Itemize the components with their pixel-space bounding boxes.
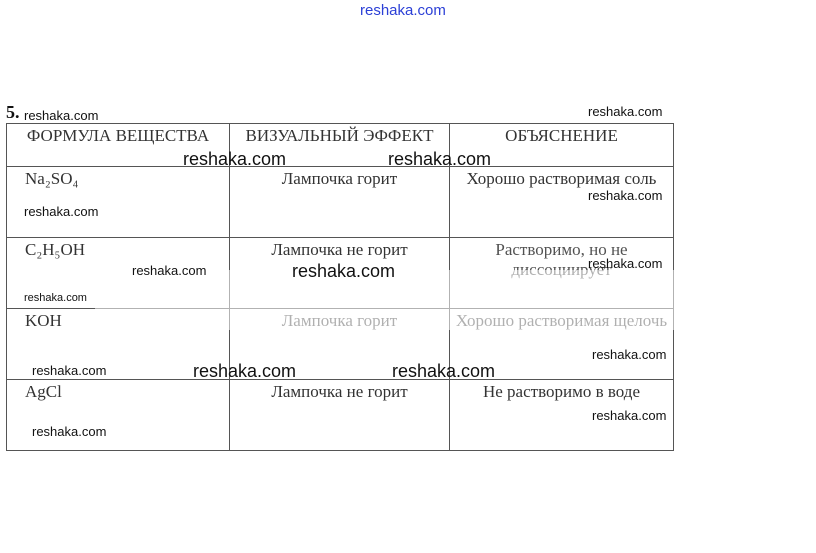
site-link[interactable]: reshaka.com — [360, 2, 446, 19]
watermark: reshaka.com — [388, 149, 492, 169]
formula-cell: Na₂SO₄ — [7, 167, 230, 238]
formula-cell: AgCl — [7, 380, 230, 451]
watermark: reshaka.com — [24, 292, 87, 304]
effect-cell: Лампочка не горит — [230, 238, 450, 309]
watermark: reshaka.com — [24, 204, 99, 219]
watermark: reshaka.com — [592, 408, 667, 423]
watermark: reshaka.com — [132, 263, 207, 278]
task-number: 5. — [6, 102, 20, 122]
watermark: reshaka.com — [588, 104, 663, 119]
watermark: reshaka.com — [588, 188, 663, 203]
table-row — [7, 167, 674, 238]
table-row — [7, 380, 674, 451]
watermark: reshaka.com — [592, 347, 667, 362]
explanation-cell: Хорошо растворимая соль — [450, 167, 674, 238]
header-explanation: ОБЪЯСНЕНИЕ — [450, 124, 674, 167]
formula-cell: KOH — [7, 309, 230, 380]
explanation-cell: Растворимо, но не — [450, 238, 674, 309]
effect-cell: Лампочка не горит — [230, 380, 450, 451]
scan-smudge — [95, 270, 705, 330]
formula-cell: C₂H₅OH — [7, 238, 230, 309]
header-formula: ФОРМУЛА ВЕЩЕСТВА — [7, 124, 230, 167]
table-header-row — [7, 124, 674, 167]
watermark: reshaka.com — [392, 361, 496, 381]
effect-cell: Лампочка горит — [230, 167, 450, 238]
watermark: reshaka.com — [32, 424, 107, 439]
watermark: reshaka.com — [193, 361, 297, 381]
watermark: reshaka.com — [24, 108, 99, 123]
watermark: reshaka.com — [588, 256, 663, 271]
watermark: reshaka.com — [32, 363, 107, 378]
watermark: reshaka.com — [183, 149, 287, 169]
explanation-cell: Не растворимо в воде — [450, 380, 674, 451]
header-visual-effect: ВИЗУАЛЬНЫЙ ЭФФЕКТ — [230, 124, 450, 167]
watermark: reshaka.com — [292, 261, 396, 281]
